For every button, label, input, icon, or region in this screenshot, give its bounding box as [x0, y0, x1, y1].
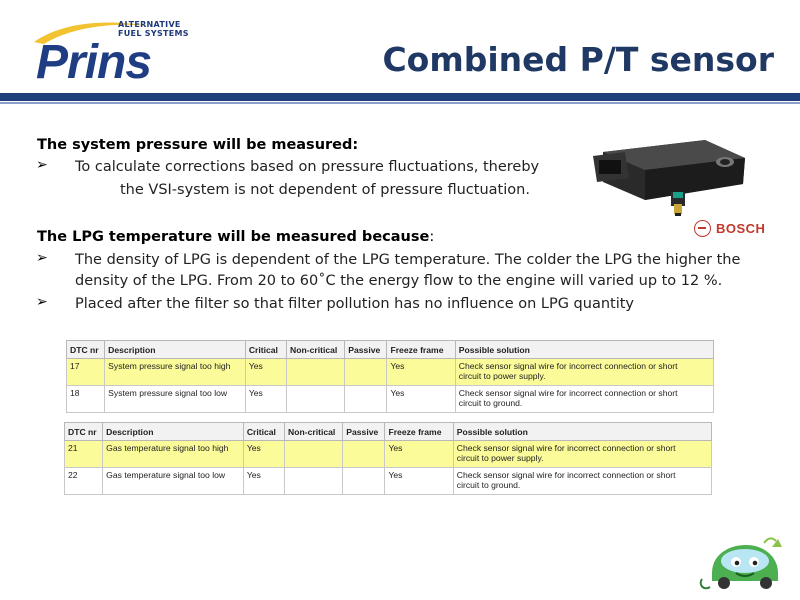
col-non-critical: Non-critical: [285, 423, 343, 441]
bosch-label: BOSCH: [716, 221, 766, 236]
cell-critical: Yes: [245, 386, 286, 413]
temperature-bullet1-line2: density of the LPG. From 20 to 60˚C the energy flow to the engine will varied up to 12 %.: [75, 273, 723, 289]
pt-sensor-image: [585, 122, 765, 217]
bullet-arrow-icon: ➢: [36, 157, 48, 173]
cell-critical: Yes: [245, 359, 286, 386]
cell-freeze-frame: Yes: [387, 359, 455, 386]
cell-description: Gas temperature signal too low: [103, 468, 244, 495]
solution-line2: circuit to ground.: [458, 398, 523, 408]
col-dtc-nr: DTC nr: [67, 341, 105, 359]
cell-description: System pressure signal too low: [105, 386, 246, 413]
solution-line1: Check sensor signal wire for incorrect connection or short: [456, 443, 676, 453]
table-row: [65, 441, 712, 468]
dtc-table-temperature: [64, 422, 712, 495]
cell-description: System pressure signal too high: [105, 359, 246, 386]
bosch-logo: [694, 219, 774, 239]
header-divider: [0, 93, 800, 101]
col-passive: Passive: [345, 341, 387, 359]
green-car-mascot-icon: [698, 535, 788, 595]
col-critical: Critical: [245, 341, 286, 359]
temperature-heading-colon: :: [429, 229, 435, 245]
col-critical: Critical: [243, 423, 284, 441]
cell-description: Gas temperature signal too high: [103, 441, 244, 468]
cell-solution: [453, 468, 711, 495]
logo-tagline-line1: ALTERNATIVE: [118, 20, 181, 29]
cell-dtc: 18: [67, 386, 105, 413]
logo-tagline-line2: FUEL SYSTEMS: [118, 29, 189, 38]
cell-critical: Yes: [243, 468, 284, 495]
table-row: [67, 386, 714, 413]
header-divider-thin: [0, 102, 800, 104]
cell-non-critical: [287, 386, 345, 413]
temperature-bullet1-line1: The density of LPG is dependent of the LPG temperature. The colder the LPG the higher the: [75, 252, 741, 268]
table-row: [65, 468, 712, 495]
solution-line1: Check sensor signal wire for incorrect connection or short: [458, 361, 678, 371]
cell-dtc: 22: [65, 468, 103, 495]
cell-passive: [345, 359, 387, 386]
temperature-bullet2-line1: Placed after the filter so that filter pollution has no influence on LPG quantity: [75, 296, 635, 312]
cell-non-critical: [285, 468, 343, 495]
cell-dtc: 21: [65, 441, 103, 468]
prins-logo: [30, 12, 210, 92]
solution-line2: circuit to power supply.: [456, 453, 544, 463]
col-freeze-frame: Freeze frame: [387, 341, 455, 359]
col-non-critical: Non-critical: [287, 341, 345, 359]
cell-passive: [343, 468, 385, 495]
cell-freeze-frame: Yes: [387, 386, 455, 413]
solution-line1: Check sensor signal wire for incorrect connection or short: [456, 470, 676, 480]
solution-line1: Check sensor signal wire for incorrect connection or short: [458, 388, 678, 398]
cell-dtc: 17: [67, 359, 105, 386]
pressure-bullet-line1: To calculate corrections based on pressure fluctuations, thereby: [75, 159, 540, 175]
pressure-bullet-line2: the VSI-system is not dependent of pressure fluctuation.: [120, 182, 530, 198]
page-title: Combined P/T sensor: [382, 40, 774, 79]
dtc-table-pressure: [66, 340, 714, 413]
cell-non-critical: [287, 359, 345, 386]
cell-freeze-frame: Yes: [385, 441, 453, 468]
cell-critical: Yes: [243, 441, 284, 468]
table-row: [67, 359, 714, 386]
cell-freeze-frame: Yes: [385, 468, 453, 495]
logo-wordmark: Prins: [36, 36, 152, 89]
col-passive: Passive: [343, 423, 385, 441]
bosch-logo-icon: [694, 220, 711, 237]
cell-solution: [455, 386, 713, 413]
table-header-row: [65, 423, 712, 441]
col-description: Description: [105, 341, 246, 359]
bullet-arrow-icon: ➢: [36, 294, 48, 310]
section-pressure-heading: The system pressure will be measured:: [37, 137, 359, 153]
cell-solution: [453, 441, 711, 468]
table-header-row: [67, 341, 714, 359]
cell-passive: [345, 386, 387, 413]
section-temperature-heading: [37, 226, 434, 248]
solution-line2: circuit to ground.: [456, 480, 521, 490]
cell-passive: [343, 441, 385, 468]
col-freeze-frame: Freeze frame: [385, 423, 453, 441]
cell-solution: [455, 359, 713, 386]
col-description: Description: [103, 423, 244, 441]
temperature-heading-text: The LPG temperature will be measured because: [37, 229, 430, 245]
solution-line2: circuit to power supply.: [458, 371, 546, 381]
col-possible-solution: Possible solution: [455, 341, 713, 359]
cell-non-critical: [285, 441, 343, 468]
col-dtc-nr: DTC nr: [65, 423, 103, 441]
col-possible-solution: Possible solution: [453, 423, 711, 441]
bullet-arrow-icon: ➢: [36, 250, 48, 266]
